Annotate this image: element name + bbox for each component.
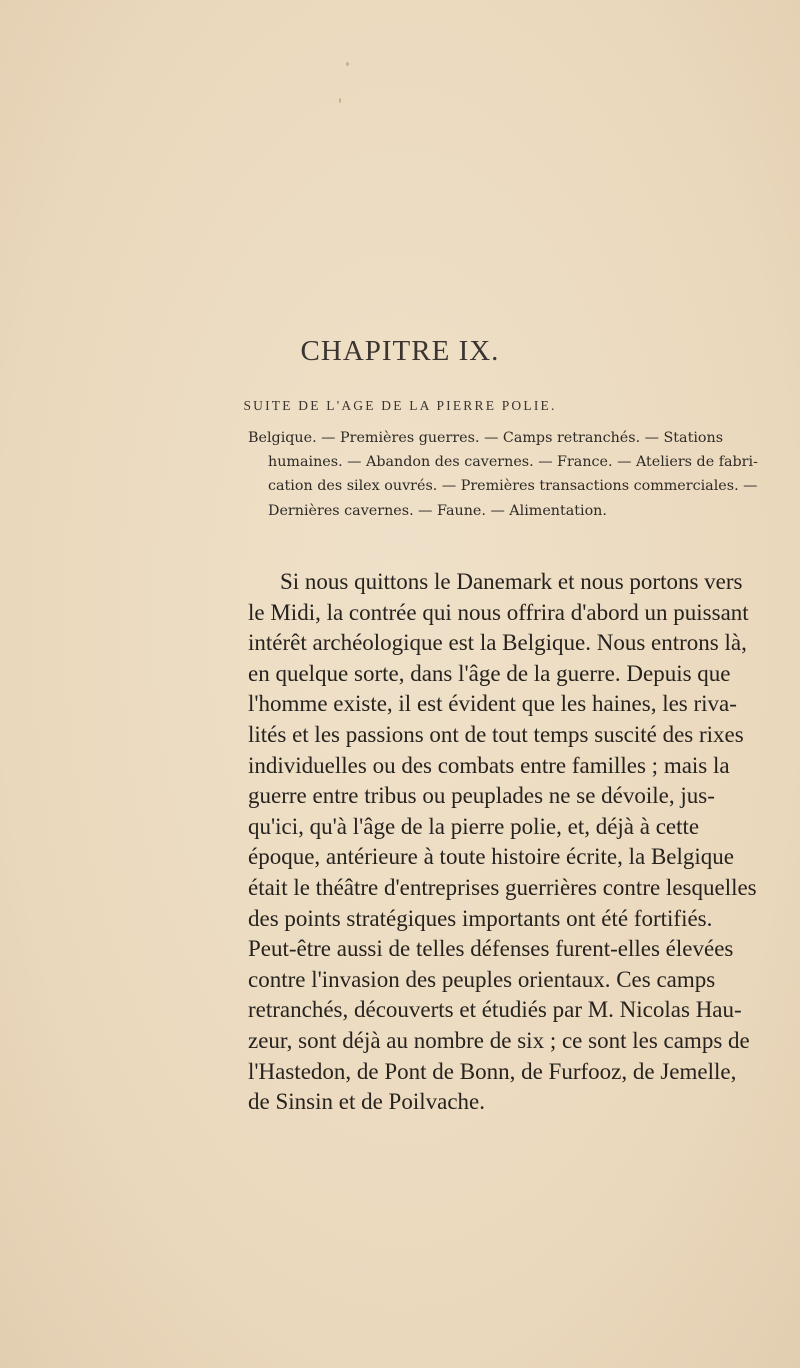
chapter-subtitle: SUITE DE L'AGE DE LA PIERRE POLIE. — [243, 398, 557, 413]
body-line: guerre entre tribus ou peuplades ne se dévoile, jus- — [248, 783, 715, 809]
body-line: l'Hastedon, de Pont de Bonn, de Furfooz, de Jemelle, — [248, 1058, 737, 1084]
body-line: intérêt archéologique est la Belgique. Nous entrons là, — [248, 630, 747, 656]
body-line: individuelles ou des combats entre familles ; mais la — [248, 752, 730, 778]
summary-line: Belgique. — Premières guerres. — Camps retranchés. — Stations — [248, 430, 724, 446]
body-line: lités et les passions ont de tout temps suscité des rixes — [248, 721, 744, 747]
body-line: Peut-être aussi de telles défenses furent-elles élevées — [248, 936, 734, 962]
body-paragraph — [248, 567, 768, 1118]
body-line: Si nous quittons le Danemark et nous portons vers — [280, 569, 743, 594]
body-line: des points stratégiques importants ont été fortifiés. — [248, 905, 713, 931]
chapter-summary — [248, 426, 766, 523]
body-line: le Midi, la contrée qui nous offrira d'abord un puissant — [248, 599, 749, 625]
body-line: de Sinsin et de Poilvache. — [248, 1089, 485, 1115]
body-line: en quelque sorte, dans l'âge de la guerre. Depuis que — [248, 660, 731, 686]
body-line: était le théâtre d'entreprises guerrières contre lesquelles — [248, 874, 757, 900]
paper-speck — [346, 62, 349, 66]
summary-line: Dernières cavernes. — Faune. — Alimentation. — [268, 502, 607, 519]
body-line: retranchés, découverts et étudiés par M. Nicolas Hau- — [248, 997, 742, 1023]
paper-speck — [339, 98, 341, 103]
body-line: zeur, sont déjà au nombre de six ; ce sont les camps de — [248, 1027, 750, 1053]
summary-line: cation des silex ouvrés. — Premières transactions commerciales. — — [268, 478, 758, 495]
summary-line: humaines. — Abandon des cavernes. — France. — Ateliers de fabri- — [268, 454, 758, 471]
body-line: contre l'invasion des peuples orientaux. Ces camps — [248, 966, 716, 992]
body-line: qu'ici, qu'à l'âge de la pierre polie, et, déjà à cette — [248, 813, 700, 839]
body-line: l'homme existe, il est évident que les haines, les riva- — [248, 691, 737, 717]
chapter-title: CHAPITRE IX. — [300, 335, 500, 367]
body-line: époque, antérieure à toute histoire écrite, la Belgique — [248, 844, 734, 870]
